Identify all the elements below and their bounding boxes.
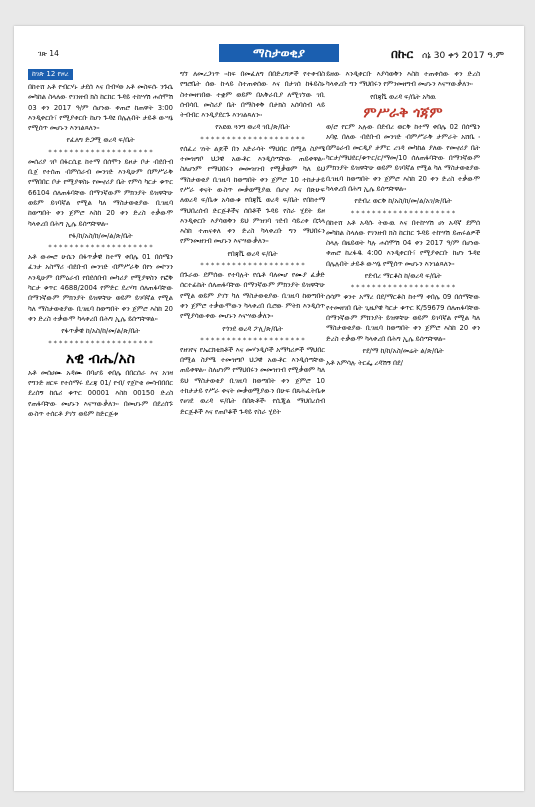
notice-signature: የፋጥቃዊ ከ/አስ/ከ/መ/ል/ጽ/ቤት xyxy=(61,327,140,336)
separator: * * * * * * * * * * * * * * * * * * * * xyxy=(350,283,456,292)
paper-name: በኩር xyxy=(391,47,414,61)
region-heading: አዊ ብሔ/አስ xyxy=(66,350,135,367)
page-number: ገጽ 14 xyxy=(38,49,59,58)
section-title: ማስታወቂያ xyxy=(219,44,339,62)
notice-paragraph: አቶ ውመሮ ሁሴን በፋጥቃዊ ከተማ ቀበሌ 01 በሰሜን ፈንታ አስማሪ ፡በደቡብ መንገድ ፡በምሥራቅ በየነ መኮንን እንዲሁም በምዕራብ የበደሰበብ መካሪያ የሚያዋስን የፎቅ ካርታ ቁጥር 4688/2004 የምድር ደረሃሻ ሰለጠፋባቸው በማንኛውም ምክንያት ይዝዋቸሁ ወይም ይገባኛል የሚል ካለ ማስታወቂያው ቢገዚባ ከወጣበት ቀን ጀምሮ እስከ 20 ቀን ድረስ ተቃውሞ ካላቀረበ በሕግ ኢሌ ይሰጣቸዋል፡፡ xyxy=(28,253,173,323)
separator: * * * * * * * * * * * * * * * * * * * * xyxy=(350,208,456,217)
region-heading: ምሥራቅ ጎጃም xyxy=(363,104,443,121)
notice-signature: የበጃቬ ወረዳ ፍ/ቤት አካዉ xyxy=(370,92,436,101)
issue-date: ሰኔ 30 ቀን 2017 ዓ.ም xyxy=(422,51,504,61)
column-1 xyxy=(28,69,173,421)
separator: * * * * * * * * * * * * * * * * * * * * xyxy=(200,261,305,270)
notice-signature: የፋ/ከ/አስ/ከ/መ/ል/ጽ/ቤት xyxy=(68,231,133,240)
separator: * * * * * * * * * * * * * * * * * * * * xyxy=(200,134,305,143)
notice-paragraph: መሰሪያ ገቦ በፋርሲዬ ከተማ በሰሞን ይዞታ ቦታ ፡በደቡብ ቢጀ የተሰጠ ፡በምሰራብ መንገድ እንዲሁም በምሥራቅ የማበበር ቦታ የሚያዋስኑ የመኖሪያ ቤት የምሳ ካርታ ቁጥር 66104 ሰለጠፋባቸው በማንኛውም ምክንያት ይዝዋቸሁ ወይም ይገባኛል የሚል ካለ ማስታወቂያው ቢገዚባ ከወጣበት ቀን ጀምሮ እስከ 20 ቀን ድረስ ተቃውሞ ካላቀረበ በሕግ ኢሌ ይሰጣቸዋል፡፡ xyxy=(28,157,173,228)
notice-paragraph: ይዘው እንዲቀርቡ እያሳወቅን እስከ ተጠቀሰው ቀን ድረስ ካላቀረቡ ግን ማህበሩን የምንመዘግብ መሆኑን እናሣውቃለን፡፡ xyxy=(326,70,480,89)
notice-signature: የደ/ማ ከ/ከ/አስ/መሬት ል/ጽ/ቤት xyxy=(362,346,444,355)
separator: * * * * * * * * * * * * * * * * * * * * xyxy=(48,338,153,347)
column-3 xyxy=(326,69,480,370)
separator: * * * * * * * * * * * * * * * * * * * * xyxy=(48,147,153,156)
notice-paragraph: ሰሳም ቁንተ አማረ በደ/ማርቆስ ከተማ ቀበሌ 09 በሰማቸው የተመዘገበ ቤት ጊዜያዊ ካርታ ቁጥር K/59679 ሰለጠፋባቸው በማንኛውም ምክንያት ይዝዋቸሁ ወይም ይገባኛል የሚል ካለ ማስታወቂያው ቢገዚባ ከወጣበት ቀን ጀምሮ እስከ 20 ቀን ድረስ ተቃውሞ ካላቀረበ በሕግ ኢሌ ይሰጣቸዋል፡፡ xyxy=(326,293,480,343)
notice-paragraph: ወ/ሮ የርም አሉው በደብረ ወርቅ ከተማ ቀበሌ 02 በሰሜን አባዬ በለው ፡በደቡብ መንገድ ፡በምሥራቅ ታምራት አሸቤ ፡በምዕራብ መርዲያ ታምር ረገዳ መካከል ያለው የመኖሪያ ቤት ካርታ/ማህደር/ቁጥር/ር/ማመ/10 ሰለጠፋባቸው በማንኛውም ምክንያት ይዝዋቸሁ ወይም ይገባኛል የሚል ካለ ማስታወቂያው ቢገዚባ ከወጣበት ቀን ጀምሮ እስከ 20 ቀን ድረስ ተቃውሞ ካላቀረበ በሕግ ኢሌ ይሰጣቸዋል፡፡ xyxy=(326,123,480,193)
masthead xyxy=(391,47,504,62)
notice-paragraph: ግኘ ለመረጋገጥ ፡፡ከፍ በመፈለግ በበድረሻዎች የተቀብስ የግሮቤት ሰው ኩላይ ስተጠቀሰው እና በታገሰ ከፋይስኑ ስተመዘገበው ተቋም ወይም በአቅራቢያ ለሚገኘው ገቢ ሰብሳቢ መስሪያ ቤት በማስቀቅ በታክስ አሰባሰብ ላይ ትብብር እንዲያደርጉ እንገልጻለን፡፡ xyxy=(180,70,325,120)
notice-signature: የደብረ ማርቆስ ከ/ወረዳ ፍ/ቤት xyxy=(364,272,442,281)
notice-paragraph: የዘገየና የኤርክቴክቶች እና መሃንዲሶች አማካሪዎች ማህበር በሚል ስያሜ ተመዝግቦ ህጋዊ አውቶር እንዲሰጣቸው ጠይቀዋል፡፡ ስለሆነም የማህበሩን መመዝገብ የሚቃወም ካለ ይህ ማስታወቂያ ቢገዚባ ከወጣበት ቀን ጀምሮ 10 ተከታታይ የሥራ ቀናት መቃወሚያውን በሁፍ በጸሕፈትቤቱ የፀገደ ወረዳ ፍ/ቤት በበጽቶች፡ የሲጂል ማህበረሰብ ድርጅቶች እና የጠቦቆች ጉዳይ የስራ ሂደት xyxy=(180,345,325,416)
notice-paragraph: የሰፈረ ገነት ልጆች በን አድራሳት ማህበር በሚል ስያሜ ተመዝግቦ ህጋዊ አውቶር እንዲሰጣቸው ጠይቀዋል፡፡ ስለሆነም የማህበሩን መመዝገብ የሚቃወም ካለ ይህ ማስታወቂያ ቢገዚባ ከወጣበት ቀን ጀምሮ 10 ተከታታይ የሥራ ቀናት ውስጥ መቃወሚያዉ በሆኖ እና በጽሁፍ ለወረዳ ፍ/ቤቱ አሳውቁ የበጃቬ ወረዳ ፍ/ቤት የበከተማ ማህበረሰብ ድርጅቶችና ሰበቶች ጉዳይ የስራ ሂደት ይዞ እንዲቀርቡ እያሳወቅን ይህ ምዝገባ ገደብ ሳይረቀ በኋላ እስከ ተጠናቀለ ቀን ድረስ ካላቀረቡ ግን ማህበሩን የምንመዘገብ መሆኑን እናሣውቃለን፡፡ xyxy=(180,144,325,246)
notice-signature: የፈለግ ድጋሚ ወረዳ ፍ/ቤት xyxy=(66,136,135,145)
notice-signature: የደብረ ወርቅ ከ/አስ/ከ/መ/ል/አገ/ጽ/ቤት xyxy=(354,197,452,206)
notice-paragraph: በከተሸ አቶ የብርሃኑ ታደሰ እና በብሃወ አቶ መስፍሱ ንጉሴ መካከል ስላለው የገንዘብ ክስ ከርከር ጉዳይ ተከሣሽ ሐሰሞሽ 03 ቀን 2017 ዓ/ም ሰሆነው ቀጠሮ ከጠዋት 3:00 እንዲቀርቡ፣ የሚያቀርቡ ከሆነ ጉዳዩ በሌሉበት ታይቶ ውሣኔ የሚሰጥ መሆኑን እንገልጻለን፡፡ xyxy=(28,83,173,133)
notice-signature: የአዩዉ ጓንግ ወረዳ ገቢ/ጽ/ቤት xyxy=(215,123,290,132)
separator: * * * * * * * * * * * * * * * * * * * * xyxy=(48,243,153,252)
separator: * * * * * * * * * * * * * * * * * * * * xyxy=(200,335,305,344)
notice-paragraph: በጉራው ደምሰው የተባሉት የሴቶ ባለመሆ የሙያ ፈቃድ ሰርተፊኬት ሰለጠፋባቸው በማንኛውም ምክንያት ይዝዋቸሁ የሚል ወይም ያገኘ ካለ ማስታወቂያው ቢገዚባ ከወጣበት ቀን ጀምሮ ተቃውሞውን ካላቀረበ ቢሮው ምትክ እንዲሰጥ የሚያሳውቀው መሆኑን እናሣውቃለን፡፡ xyxy=(180,271,325,321)
notice-paragraph: አቶ አምሳሉ ትርፌ ረዳሽኝ በደ/ xyxy=(326,359,403,368)
notice-paragraph: አቶ መሰሀሙ አዳሙ በባሆይ ቀበሌ በበርሰራ እና አገዛ የግንድ ዘርፍ የተሰማሩ ደረጃ 01/ የብ/ የጀኮቂ መሳብበበር ደረሰኝ ከሴሪ ቁጥር 00001 እስከ 00150 ድረስ የጠፋባቸው መሆኑን እናሣውቃለን፡፡ በመሆኑም በደረሰኙ ውስጥ ተሰርቶ ያገኘ ወይም ከድርጅቱ xyxy=(28,368,173,419)
column-2 xyxy=(180,69,325,419)
notice-signature: የጎንደ ወረዳ ፖሊ/ጽ/ቤት xyxy=(222,324,283,333)
continued-label: ከገጽ 12 የዞረ xyxy=(28,69,73,80)
notice-signature: የበጃቬ ወረዳ ፍ/ቤት xyxy=(227,249,278,258)
notice-paragraph: በከተሸ አቶ አዳሱ ትውዉ እና በተከሣሽ ሀነ አዳኛ ደምሰ መካከል ስላለው የገንዘብ ክስ ከርከር ጉዳይ ተከሣሽ ይጠሩልዎች ስላሉ በዜይወት ካሉ ሐሰሞሽ 04 ቀን 2017 ዓ/ም በሆነው ቀጠሮ ከረፋዱ 4:00 እንዲቀርቡ፣ የሚያቀርቡ ከሆነ ጉዳዩ በሌሉበት ታይቶ ውሣኔ የሚሰጥ መሆኑን እንገልጻለን፡፡ xyxy=(326,218,480,268)
